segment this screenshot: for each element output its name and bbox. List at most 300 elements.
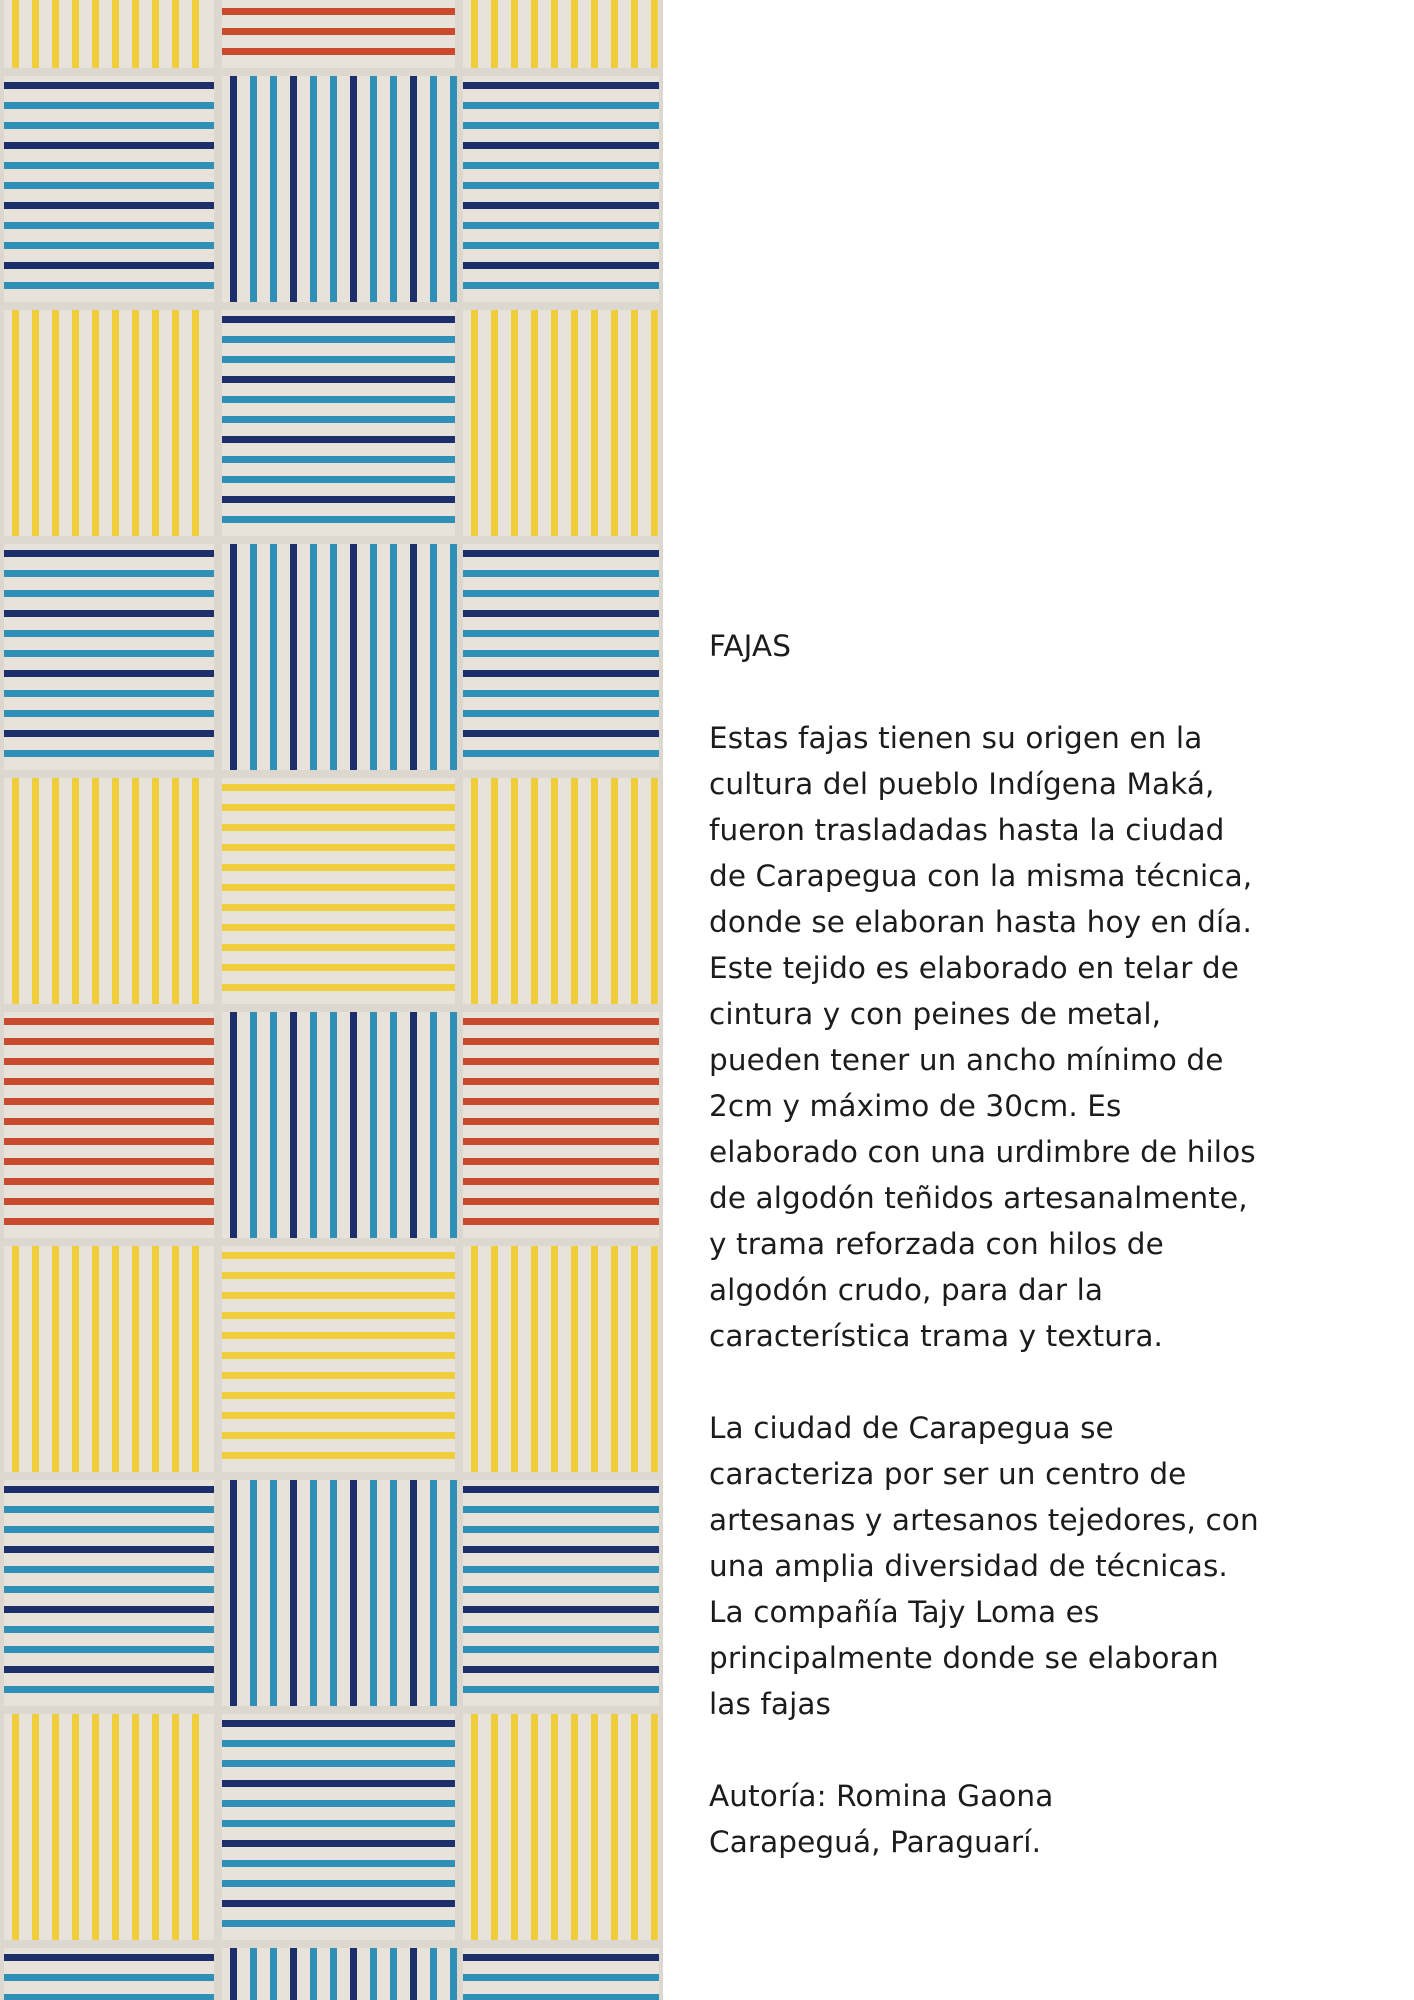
weave-stripe [551,0,558,68]
weave-stripe [290,544,297,770]
weave-stripe [222,1740,455,1747]
weave-stripe [390,76,397,302]
weave-stripe [222,1900,455,1907]
weave-stripe [491,0,498,68]
weave-stripe [463,1566,659,1573]
weave-stripe [12,778,19,1004]
weave-stripe [471,310,478,536]
weave-stripe [250,1480,257,1706]
weave-stripe [222,1292,455,1299]
weave-stripe [52,0,59,68]
weave-stripe [4,650,214,657]
weave-stripe [511,1246,518,1472]
weave-stripe [463,650,659,657]
weave-stripe [4,1646,214,1653]
weave-stripe [390,1948,397,2000]
weave-stripe [290,1480,297,1706]
weave-stripe [531,1246,538,1472]
weave-stripe [222,496,455,503]
weave-stripe [132,1714,139,1940]
weave-stripe [4,1138,214,1145]
weave-stripe [4,1486,214,1493]
weave-stripe [310,544,317,770]
weave-stripe [310,1012,317,1238]
weave-stripe [463,1506,659,1513]
weave-stripe [152,1246,159,1472]
weave-stripe [410,1948,417,2000]
weave-stripe [491,778,498,1004]
weave-stripe [172,778,179,1004]
weave-stripe [511,0,518,68]
weave-stripe [410,1012,417,1238]
weave-stripe [92,0,99,68]
weave-stripe [132,0,139,68]
weave-stripe [230,544,237,770]
weave-stripe [330,544,337,770]
weave-stripe [192,310,199,536]
weave-stripe [4,1974,214,1981]
weave-stripe [491,310,498,536]
weave-stripe [192,1246,199,1472]
weave-stripe [4,1566,214,1573]
weave-stripe [92,1714,99,1940]
weave-stripe [4,182,214,189]
weave-stripe [551,778,558,1004]
weave-stripe [222,1880,455,1887]
weave-stripe [350,1948,357,2000]
weave-stripe [52,1246,59,1472]
weave-stripe [270,1948,277,2000]
weave-stripe [4,1118,214,1125]
paragraph-origin: Estas fajas tienen su origen en la cultura del pueblo Indígena Maká, fueron trasladadas hasta la ciudad de Carapegua con la misma técnica, donde se elaboran hasta hoy en día. Este tejido es elaborado en telar de cintura y con peines de metal, pueden tener un ancho mínimo de 2cm y máximo de 30cm. Es elaborado con una urdimbre de hilos de algodón teñidos artesanalmente, y trama reforzada con hilos de algodón crudo, para dar la característica trama y textura. [709,721,1256,1353]
weave-stripe [463,610,659,617]
weave-stripe [4,1626,214,1633]
weave-stripe [370,1012,377,1238]
weave-stripe [463,1198,659,1205]
weave-stripe [4,1038,214,1045]
weave-stripe [450,544,457,770]
weave-stripe [172,310,179,536]
weave-stripe [491,1714,498,1940]
weave-stripe [591,1246,598,1472]
weave-stripe [471,778,478,1004]
description-text [709,623,1369,1865]
weave-stripe [463,1118,659,1125]
weave-stripe [463,1686,659,1693]
weave-stripe [463,590,659,597]
weave-stripe [310,1480,317,1706]
weave-stripe [222,964,455,971]
weave-stripe [4,1954,214,1961]
weave-stripe [4,1546,214,1553]
weave-stripe [32,1246,39,1472]
weave-stripe [222,516,455,523]
weave-stripe [370,1948,377,2000]
weave-stripe [463,1138,659,1145]
weave-stripe [463,282,659,289]
weave-stripe [430,1012,437,1238]
weave-stripe [571,1714,578,1940]
weave-stripe [222,28,455,35]
weave-stripe [330,1012,337,1238]
weave-stripe [463,82,659,89]
weave-stripe [463,1586,659,1593]
weave-stripe [4,550,214,557]
weave-stripe [390,544,397,770]
weave-stripe [471,0,478,68]
weave-stripe [463,670,659,677]
weave-stripe [222,316,455,323]
weave-stripe [222,1780,455,1787]
weave-stripe [290,1948,297,2000]
weave-stripe [463,1038,659,1045]
weave-stripe [4,1994,214,2000]
weave-stripe [12,0,19,68]
weave-stripe [571,310,578,536]
weave-stripe [463,222,659,229]
weave-stripe [222,396,455,403]
weave-stripe [4,1198,214,1205]
weave-stripe [270,1480,277,1706]
weave-stripe [450,76,457,302]
weave-stripe [531,1714,538,1940]
weave-stripe [72,1714,79,1940]
weave-stripe [310,1948,317,2000]
weave-stripe [222,456,455,463]
weave-stripe [463,1218,659,1225]
document-title: FAJAS [709,629,792,663]
weave-stripe [450,1948,457,2000]
weave-stripe [591,778,598,1004]
weave-stripe [651,1246,658,1472]
weave-stripe [222,1312,455,1319]
weave-stripe [463,550,659,557]
weave-stripe [222,924,455,931]
weave-stripe [551,1246,558,1472]
weave-stripe [152,0,159,68]
weave-stripe [4,710,214,717]
weave-stripe [92,778,99,1004]
weave-stripe [310,76,317,302]
weave-stripe [450,1012,457,1238]
weave-stripe [4,1018,214,1025]
weave-stripe [410,544,417,770]
weave-stripe [350,76,357,302]
weave-stripe [12,310,19,536]
weave-stripe [651,1714,658,1940]
weave-stripe [222,8,455,15]
weave-stripe [531,778,538,1004]
weave-stripe [4,262,214,269]
location: Carapeguá, Paraguarí. [709,1825,1042,1859]
weave-stripe [511,778,518,1004]
weave-stripe [463,1058,659,1065]
weave-stripe [463,690,659,697]
weave-stripe [4,282,214,289]
weave-stripe [222,864,455,871]
weave-stripe [463,122,659,129]
weave-stripe [511,310,518,536]
weave-stripe [4,82,214,89]
weave-stripe [250,1948,257,2000]
weave-stripe [631,778,638,1004]
weave-stripe [370,76,377,302]
weave-stripe [330,1948,337,2000]
weave-stripe [463,570,659,577]
weave-stripe [132,310,139,536]
weave-stripe [52,778,59,1004]
weave-stripe [222,1412,455,1419]
weave-stripe [531,0,538,68]
weave-stripe [4,670,214,677]
weave-stripe [463,1078,659,1085]
weave-stripe [4,1178,214,1185]
weave-stripe [222,1352,455,1359]
weave-stripe [230,1012,237,1238]
weave-stripe [491,1246,498,1472]
weave-stripe [4,1058,214,1065]
weave-stripe [4,1218,214,1225]
weave-stripe [4,1078,214,1085]
weave-stripe [410,1480,417,1706]
weave-stripe [631,1714,638,1940]
weave-stripe [551,1714,558,1940]
weave-stripe [4,590,214,597]
weave-stripe [222,1452,455,1459]
weave-stripe [270,76,277,302]
weave-stripe [250,1012,257,1238]
weave-stripe [463,1098,659,1105]
weave-stripe [32,310,39,536]
weave-stripe [4,1606,214,1613]
weave-stripe [631,310,638,536]
weave-stripe [511,1714,518,1940]
weave-stripe [250,76,257,302]
weave-stripe [4,242,214,249]
weave-stripe [463,750,659,757]
weave-stripe [132,1246,139,1472]
weave-stripe [222,1392,455,1399]
weave-stripe [4,1098,214,1105]
weave-stripe [330,76,337,302]
weave-stripe [92,310,99,536]
weave-stripe [471,1714,478,1940]
weave-stripe [591,310,598,536]
weave-stripe [222,376,455,383]
weave-stripe [430,1948,437,2000]
weave-stripe [52,1714,59,1940]
weave-stripe [172,1714,179,1940]
weave-stripe [463,242,659,249]
weave-stripe [222,336,455,343]
weave-stripe [12,1714,19,1940]
weave-stripe [4,122,214,129]
weave-stripe [112,778,119,1004]
weave-stripe [390,1012,397,1238]
weave-stripe [4,1506,214,1513]
weave-stripe [4,202,214,209]
spacer [709,1359,1369,1405]
weave-stripe [270,1012,277,1238]
weave-stripe [172,0,179,68]
weave-stripe [463,1158,659,1165]
weave-stripe [222,48,455,55]
weave-stripe [112,310,119,536]
weave-stripe [611,778,618,1004]
weave-stripe [4,142,214,149]
weave-stripe [4,1666,214,1673]
weave-stripe [192,1714,199,1940]
weave-stripe [390,1480,397,1706]
weave-stripe [370,544,377,770]
weave-stripe [222,1252,455,1259]
weave-stripe [463,1178,659,1185]
weave-stripe [222,1920,455,1927]
weave-stripe [132,778,139,1004]
weave-stripe [551,310,558,536]
weave-stripe [222,356,455,363]
weave-stripe [463,630,659,637]
weave-stripe [463,1954,659,1961]
weave-stripe [4,1526,214,1533]
weave-stripe [222,1840,455,1847]
weave-stripe [72,310,79,536]
weave-stripe [591,0,598,68]
weave-stripe [192,778,199,1004]
weave-stripe [270,544,277,770]
weave-stripe [631,1246,638,1472]
weave-stripe [463,1606,659,1613]
weave-stripe [4,750,214,757]
weave-stripe [230,1480,237,1706]
weave-stripe [72,0,79,68]
weave-stripe [463,710,659,717]
spacer [709,669,1369,715]
weave-stripe [32,1714,39,1940]
weave-stripe [463,1626,659,1633]
weave-stripe [222,784,455,791]
weave-stripe [330,1480,337,1706]
weave-stripe [463,1646,659,1653]
weave-stripe [471,1246,478,1472]
weave-stripe [463,1546,659,1553]
weave-stripe [222,1820,455,1827]
weave-stripe [222,1272,455,1279]
weave-stripe [222,1432,455,1439]
paragraph-carapegua: La ciudad de Carapegua se caracteriza por ser un centro de artesanas y artesanos tejedores, con una amplia diversidad de técnicas. La compañía Tajy Loma es principalmente donde se elaboran las fajas [709,1411,1259,1721]
weave-stripe [651,0,658,68]
weave-stripe [222,1760,455,1767]
weave-stripe [463,1526,659,1533]
weave-stripe [463,1486,659,1493]
weave-stripe [290,1012,297,1238]
weave-stripe [112,0,119,68]
weave-stripe [4,102,214,109]
weave-stripe [4,162,214,169]
weave-stripe [370,1480,377,1706]
weave-stripe [222,1800,455,1807]
weave-stripe [152,1714,159,1940]
weave-stripe [4,610,214,617]
weave-stripe [591,1714,598,1940]
weave-stripe [611,1246,618,1472]
weave-stripe [222,436,455,443]
weave-stripe [611,0,618,68]
weave-stripe [531,310,538,536]
weave-stripe [222,1332,455,1339]
woven-textile-photo [0,0,663,2000]
weave-stripe [112,1714,119,1940]
weave-stripe [222,804,455,811]
spacer [709,1727,1369,1773]
weave-stripe [112,1246,119,1472]
weave-stripe [32,778,39,1004]
weave-stripe [463,102,659,109]
weave-stripe [463,1018,659,1025]
weave-stripe [12,1246,19,1472]
weave-stripe [222,1372,455,1379]
weave-stripe [172,1246,179,1472]
weave-stripe [651,778,658,1004]
weave-stripe [463,162,659,169]
weave-stripe [463,1994,659,2000]
weave-stripe [4,630,214,637]
weave-stripe [350,544,357,770]
weave-stripe [222,884,455,891]
weave-stripe [430,1480,437,1706]
weave-stripe [72,1246,79,1472]
weave-stripe [571,778,578,1004]
weave-stripe [430,544,437,770]
weave-stripe [4,730,214,737]
weave-stripe [450,1480,457,1706]
weave-stripe [192,0,199,68]
weave-stripe [463,730,659,737]
weave-stripe [222,984,455,991]
weave-stripe [463,202,659,209]
weave-stripe [631,0,638,68]
weave-stripe [72,778,79,1004]
weave-stripe [222,1860,455,1867]
weave-stripe [350,1012,357,1238]
weave-stripe [222,416,455,423]
weave-stripe [152,778,159,1004]
weave-stripe [611,1714,618,1940]
weave-stripe [4,570,214,577]
weave-stripe [651,310,658,536]
weave-stripe [222,824,455,831]
weave-stripe [350,1480,357,1706]
weave-stripe [230,1948,237,2000]
author-credit: Autoría: Romina Gaona [709,1779,1054,1813]
weave-stripe [32,0,39,68]
weave-stripe [222,904,455,911]
weave-stripe [52,310,59,536]
weave-stripe [4,1158,214,1165]
weave-stripe [92,1246,99,1472]
weave-stripe [230,76,237,302]
woven-belt-pattern [0,0,663,2000]
weave-stripe [430,76,437,302]
weave-stripe [571,1246,578,1472]
weave-stripe [4,1586,214,1593]
weave-stripe [222,1720,455,1727]
weave-stripe [463,142,659,149]
weave-stripe [410,76,417,302]
weave-stripe [250,544,257,770]
weave-stripe [222,476,455,483]
weave-stripe [152,310,159,536]
